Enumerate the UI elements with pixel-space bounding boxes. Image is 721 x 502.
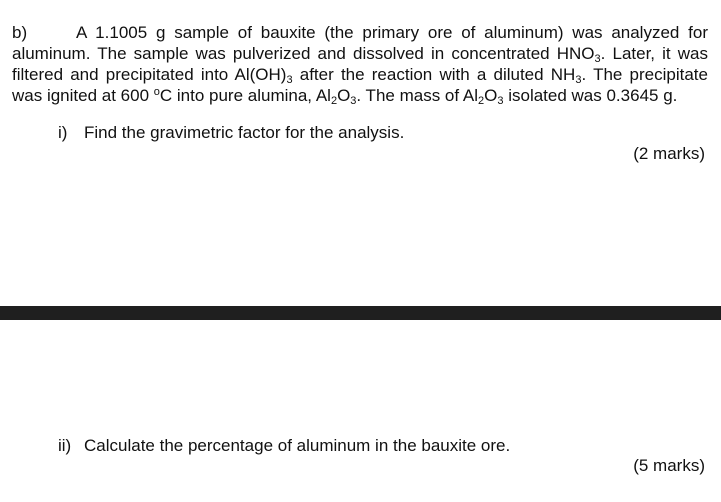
question-i-number: i) — [58, 123, 68, 142]
problem-text-1: A 1.1005 g sample of bauxite (the primary ore of aluminum) was analyzed for aluminum. The sample was pulverized and dissolved in concentrated HNO — [12, 23, 708, 63]
problem-label: b) — [12, 23, 28, 42]
degree-superscript: o — [153, 86, 160, 98]
problem-text-2: . Later, it was filtered and precipitated into Al(OH) — [12, 44, 708, 84]
problem-text-6: O — [337, 86, 351, 105]
subscript-2: 3 — [286, 74, 293, 86]
question-ii-marks: (5 marks) — [633, 456, 705, 475]
problem-text-4: . The precipitate was ignited at 600 — [12, 65, 708, 105]
page-divider — [0, 306, 721, 320]
problem-text-9: isolated was 0.3645 g. — [503, 86, 678, 105]
question-i — [58, 122, 404, 143]
problem-statement — [12, 22, 708, 106]
problem-text-5: C into pure alumina, Al — [159, 86, 331, 105]
question-i-marks: (2 marks) — [633, 144, 705, 163]
problem-text-8: O — [484, 86, 498, 105]
problem-text-3: after the reaction with a diluted NH — [292, 65, 576, 84]
subscript-1: 3 — [594, 53, 601, 65]
question-ii-number: ii) — [58, 436, 72, 455]
question-ii — [58, 435, 510, 456]
question-ii-text: Calculate the percentage of aluminum in the bauxite ore. — [84, 436, 511, 455]
subscript-7: 3 — [497, 95, 504, 107]
problem-text-7: . The mass of Al — [356, 86, 478, 105]
subscript-6: 2 — [478, 95, 485, 107]
question-i-text: Find the gravimetric factor for the analysis. — [84, 123, 405, 142]
subscript-3: 3 — [575, 74, 582, 86]
subscript-5: 3 — [350, 95, 357, 107]
subscript-4: 2 — [330, 95, 338, 107]
